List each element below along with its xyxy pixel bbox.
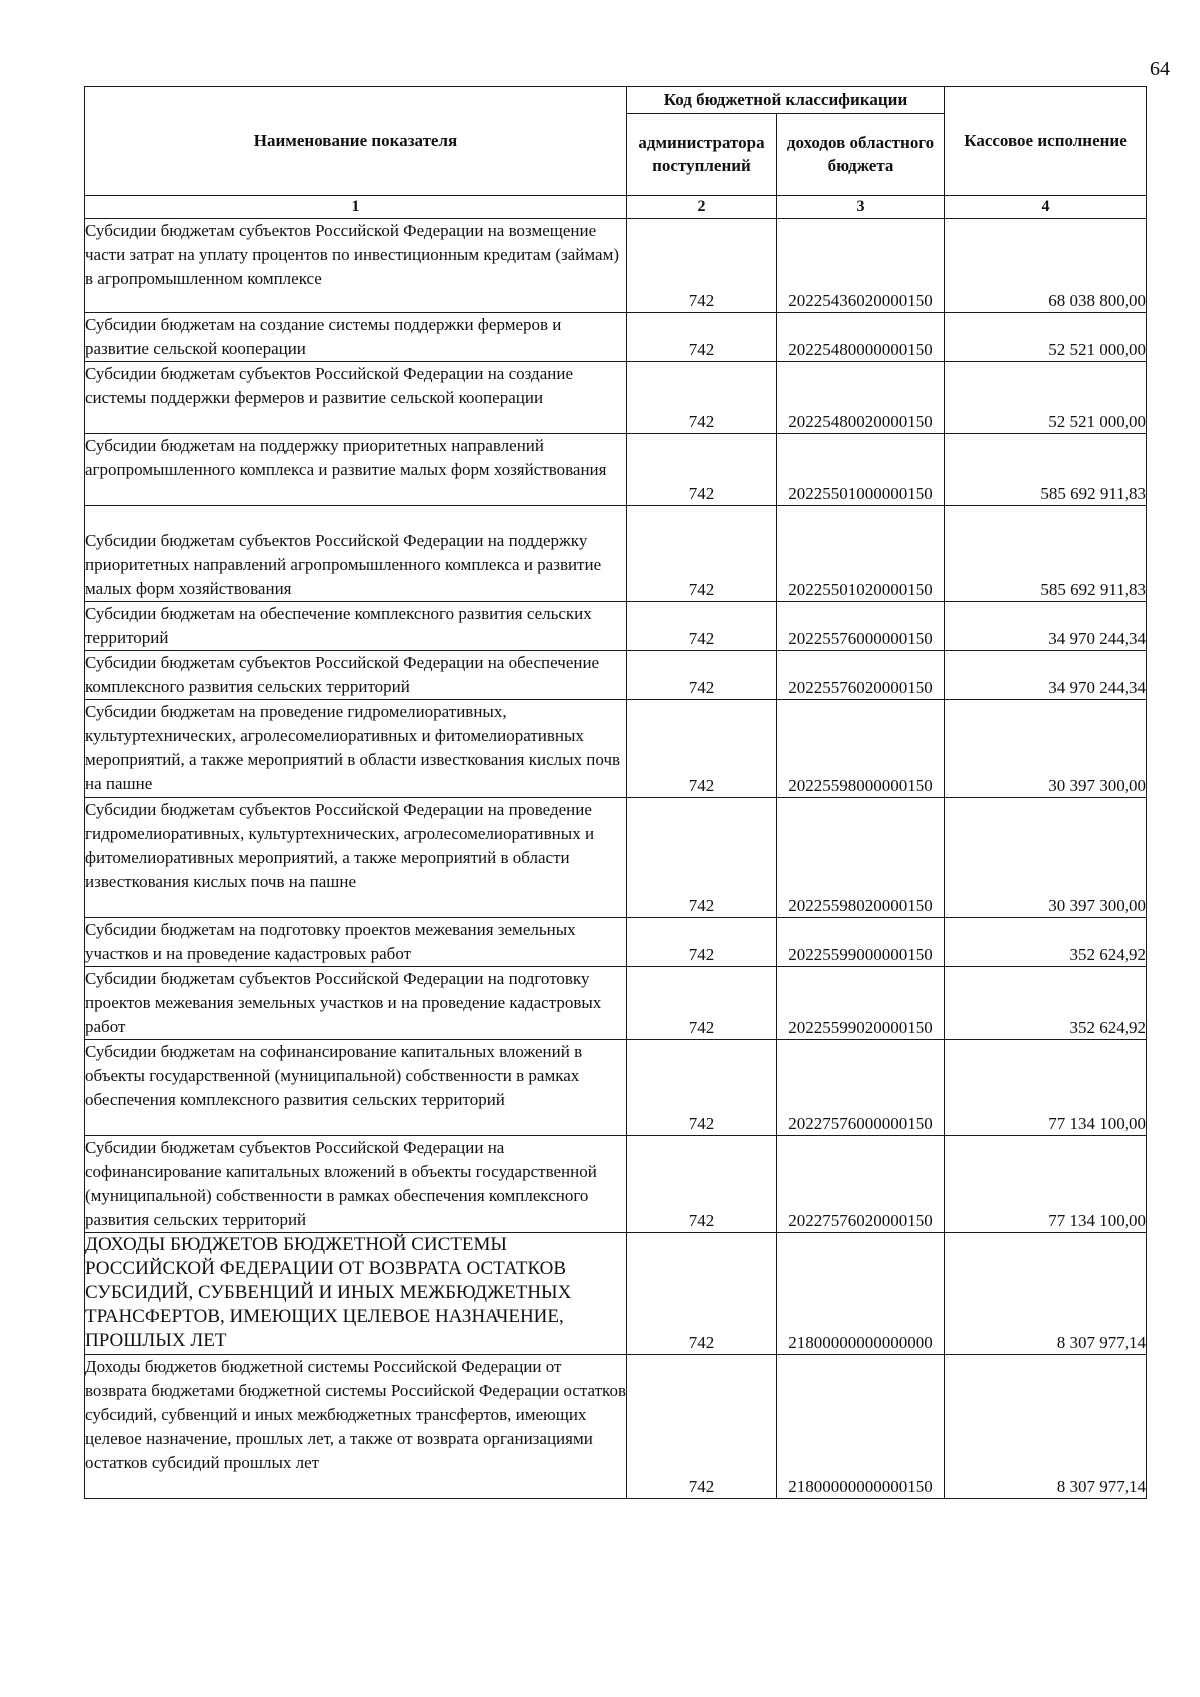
page-number: 64 [1150,58,1170,80]
column-number-2: 2 [627,196,777,219]
cash-execution-amount: 77 134 100,00 [945,1136,1147,1233]
cash-execution-amount: 352 624,92 [945,967,1147,1040]
table-row [85,1040,1147,1136]
administrator-code: 742 [627,918,777,967]
table-row [85,1233,1147,1355]
cash-execution-amount: 30 397 300,00 [945,798,1147,918]
income-code: 20225576020000150 [777,651,945,700]
table-row [85,362,1147,434]
indicator-name: ДОХОДЫ БЮДЖЕТОВ БЮДЖЕТНОЙ СИСТЕМЫ РОССИЙСКОЙ ФЕДЕРАЦИИ ОТ ВОЗВРАТА ОСТАТКОВ СУБСИДИЙ, СУБВЕНЦИЙ И ИНЫХ МЕЖБЮДЖЕТНЫХ ТРАНСФЕРТОВ, ИМЕЮЩИХ ЦЕЛЕВОЕ НАЗНАЧЕНИЕ, ПРОШЛЫХ ЛЕТ [85,1233,627,1355]
indicator-name: Субсидии бюджетам на обеспечение комплексного развития сельских территорий [85,602,627,651]
indicator-name: Субсидии бюджетам субъектов Российской Федерации на софинансирование капитальных вложений в объекты государственной (муниципальной) собственности в рамках обеспечения комплексного развития сельских территорий [85,1136,627,1233]
table-row [85,798,1147,918]
administrator-code: 742 [627,651,777,700]
table-row [85,219,1147,313]
cash-execution-amount: 8 307 977,14 [945,1355,1147,1499]
administrator-code: 742 [627,1136,777,1233]
income-code: 20227576020000150 [777,1136,945,1233]
income-code: 20225598000000150 [777,700,945,798]
table-row [85,700,1147,798]
cash-execution-amount: 352 624,92 [945,918,1147,967]
indicator-name: Субсидии бюджетам на проведение гидромелиоративных, культуртехнических, агролесомелиоративных и фитомелиоративных мероприятий, а также мероприятий в области известкования кислых почв на пашне [85,700,627,798]
cash-execution-amount: 585 692 911,83 [945,434,1147,506]
column-number-4: 4 [945,196,1147,219]
column-group-budget-code: Код бюджетной классификации [627,87,945,114]
table-row [85,918,1147,967]
income-code: 20225480020000150 [777,362,945,434]
indicator-name: Субсидии бюджетам субъектов Российской Федерации на создание системы поддержки фермеров и развитие сельской кооперации [85,362,627,434]
indicator-name: Субсидии бюджетам на создание системы поддержки фермеров и развитие сельской кооперации [85,313,627,362]
administrator-code: 742 [627,362,777,434]
income-code: 20225436020000150 [777,219,945,313]
indicator-name: Субсидии бюджетам на софинансирование капитальных вложений в объекты государственной (муниципальной) собственности в рамках обеспечения комплексного развития сельских территорий [85,1040,627,1136]
indicator-name: Субсидии бюджетам субъектов Российской Федерации на поддержку приоритетных направлений агропромышленного комплекса и развитие малых форм хозяйствования [85,506,627,602]
table-row [85,313,1147,362]
cash-execution-amount: 52 521 000,00 [945,313,1147,362]
table-row [85,967,1147,1040]
administrator-code: 742 [627,700,777,798]
cash-execution-amount: 77 134 100,00 [945,1040,1147,1136]
column-header-name: Наименование показателя [85,87,627,196]
indicator-name: Субсидии бюджетам субъектов Российской Федерации на обеспечение комплексного развития сельских территорий [85,651,627,700]
table-row [85,1355,1147,1499]
cash-execution-amount: 30 397 300,00 [945,700,1147,798]
cash-execution-amount: 8 307 977,14 [945,1233,1147,1355]
column-number-1: 1 [85,196,627,219]
budget-revenue-table [84,86,1147,1499]
income-code: 20225598020000150 [777,798,945,918]
income-code: 20225501020000150 [777,506,945,602]
administrator-code: 742 [627,506,777,602]
income-code: 20225599000000150 [777,918,945,967]
administrator-code: 742 [627,434,777,506]
administrator-code: 742 [627,1233,777,1355]
income-code: 20225599020000150 [777,967,945,1040]
administrator-code: 742 [627,219,777,313]
administrator-code: 742 [627,313,777,362]
indicator-name: Субсидии бюджетам на поддержку приоритетных направлений агропромышленного комплекса и развитие малых форм хозяйствования [85,434,627,506]
administrator-code: 742 [627,967,777,1040]
income-code: 21800000000000000 [777,1233,945,1355]
cash-execution-amount: 585 692 911,83 [945,506,1147,602]
cash-execution-amount: 52 521 000,00 [945,362,1147,434]
income-code: 20227576000000150 [777,1040,945,1136]
indicator-name: Субсидии бюджетам субъектов Российской Федерации на возмещение части затрат на уплату процентов по инвестиционным кредитам (займам) в агропромышленном комплексе [85,219,627,313]
column-header-regional-income: доходов областного бюджета [777,113,945,195]
administrator-code: 742 [627,1040,777,1136]
column-header-cash-execution: Кассовое исполнение [945,87,1147,196]
administrator-code: 742 [627,602,777,651]
administrator-code: 742 [627,1355,777,1499]
table-row [85,434,1147,506]
cash-execution-amount: 34 970 244,34 [945,602,1147,651]
table-row [85,651,1147,700]
cash-execution-amount: 68 038 800,00 [945,219,1147,313]
column-number-3: 3 [777,196,945,219]
income-code: 20225576000000150 [777,602,945,651]
income-code: 20225501000000150 [777,434,945,506]
table-row [85,506,1147,602]
indicator-name: Субсидии бюджетам субъектов Российской Федерации на проведение гидромелиоративных, культуртехнических, агролесомелиоративных и фитомелиоративных мероприятий, а также мероприятий в области известкования кислых почв на пашне [85,798,627,918]
cash-execution-amount: 34 970 244,34 [945,651,1147,700]
administrator-code: 742 [627,798,777,918]
income-code: 21800000000000150 [777,1355,945,1499]
indicator-name: Субсидии бюджетам на подготовку проектов межевания земельных участков и на проведение кадастровых работ [85,918,627,967]
table-row [85,1136,1147,1233]
income-code: 20225480000000150 [777,313,945,362]
table-row [85,602,1147,651]
indicator-name: Доходы бюджетов бюджетной системы Российской Федерации от возврата бюджетами бюджетной системы Российской Федерации остатков субсидий, субвенций и иных межбюджетных трансфертов, имеющих целевое назначение, прошлых лет, а также от возврата организациями остатков субсидий прошлых лет [85,1355,627,1499]
indicator-name: Субсидии бюджетам субъектов Российской Федерации на подготовку проектов межевания земельных участков и на проведение кадастровых работ [85,967,627,1040]
column-header-administrator: администратора поступлений [627,113,777,195]
